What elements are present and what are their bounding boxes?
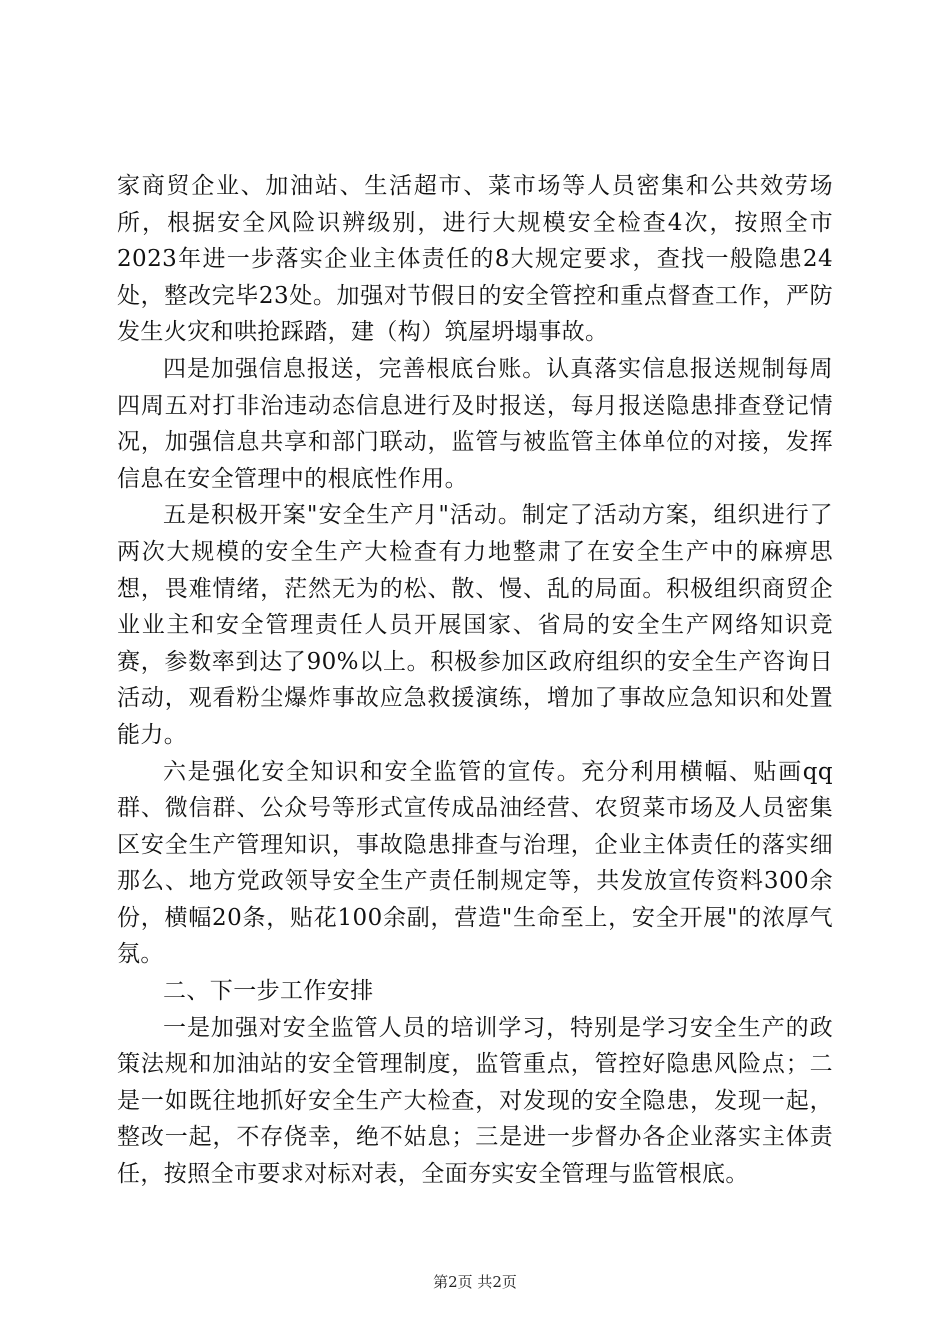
paragraph-next-steps: 一是加强对安全监管人员的培训学习，特别是学习安全生产的政策法规和加油站的安全管理制度，监管重点，管控好隐患风险点；二是一如既往地抓好安全生产大检查，对发现的安全隐患，发现一起，整改一起，不存侥幸，绝不姑息；三是进一步督办各企业落实主体责任，按照全市要求对标对表，全面夯实安全管理与监管根底。 xyxy=(117,1014,833,1188)
paragraph-continued: 家商贸企业、加油站、生活超市、菜市场等人员密集和公共效劳场所，根据安全风险识辨级别，进行大规模安全检查4次，按照全市2023年进一步落实企业主体责任的8大规定要求，查找一般隐患24处，整改完毕23处。加强对节假日的安全管控和重点督查工作，严防发生火灾和哄抢踩踏，建（构）筑屋坍塌事故。 xyxy=(117,173,833,346)
paragraph-item-four: 四是加强信息报送，完善根底台账。认真落实信息报送规制每周四周五对打非治违动态信息进行及时报送，每月报送隐患排查登记情况，加强信息共享和部门联动，监管与被监管主体单位的对接，发挥信息在安全管理中的根底性作用。 xyxy=(117,355,833,492)
paragraph-item-six: 六是强化安全知识和安全监管的宣传。充分利用横幅、贴画qq群、微信群、公众号等形式宣传成品油经营、农贸菜市场及人员密集区安全生产管理知识，事故隐患排查与治理，企业主体责任的落实细那么、地方党政领导安全生产责任制规定等，共发放宣传资料300余份，横幅20条，贴花100余副，营造"生命至上，安全开展"的浓厚气氛。 xyxy=(117,758,833,968)
document-body xyxy=(117,168,833,1193)
paragraph-item-five: 五是积极开案"安全生产月"活动。制定了活动方案，组织进行了两次大规模的安全生产大检查有力地整肃了在安全生产中的麻痹思想，畏难情绪，茫然无为的松、散、慢、乱的局面。积极组织商贸企业业主和安全管理责任人员开展国家、省局的安全生产网络知识竞赛，参数率到达了90%以上。积极参加区政府组织的安全生产咨询日活动，观看粉尘爆炸事故应急救援演练，增加了事故应急知识和处置能力。 xyxy=(117,502,833,748)
section-heading-next-steps: 二、下一步工作安排 xyxy=(163,978,374,1005)
page-number-footer: 第2页 共2页 xyxy=(433,1273,517,1291)
